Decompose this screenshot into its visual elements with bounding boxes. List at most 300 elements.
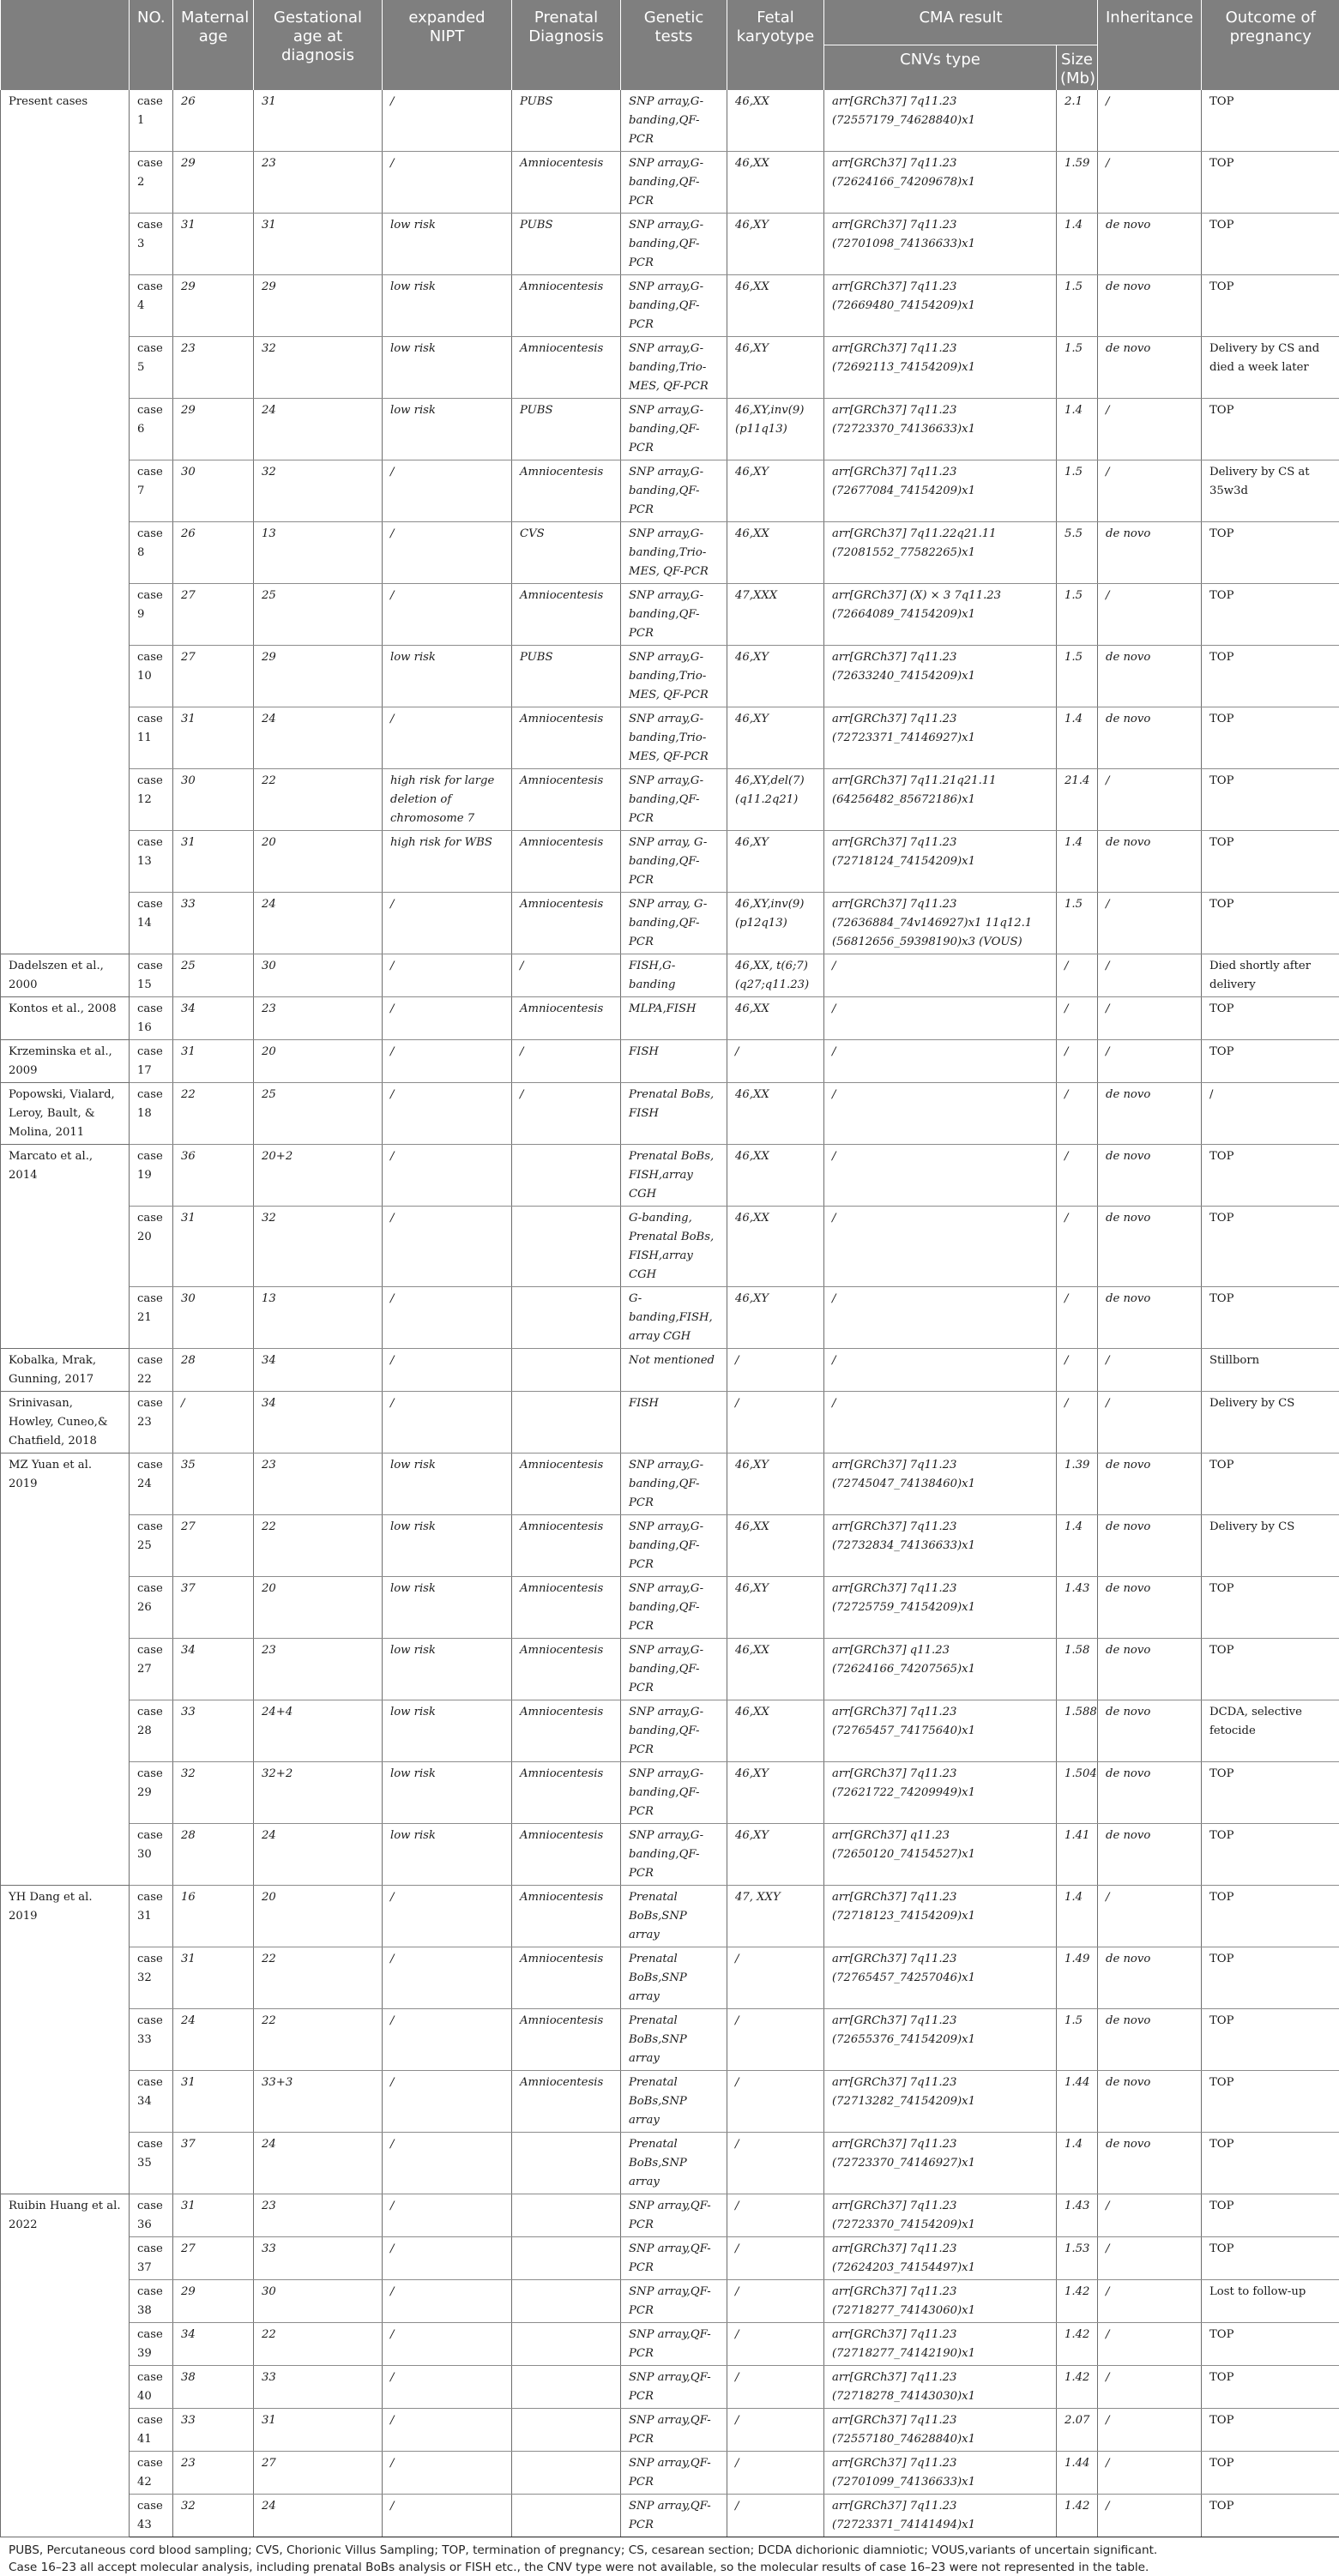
- cell-no: case 23: [130, 1391, 173, 1453]
- cell-maternal-age: 25: [173, 954, 254, 996]
- cell-maternal-age: 27: [173, 583, 254, 645]
- cell-cnv-type: arr[GRCh37] 7q11.21q21.11 (64256482_85672186)x1: [824, 768, 1057, 830]
- cell-karyotype: 46,XY: [727, 460, 824, 521]
- cell-cnv-type: arr[GRCh37] q11.23 (72650120_74154527)x1: [824, 1823, 1057, 1885]
- cell-maternal-age: 37: [173, 1576, 254, 1638]
- cell-maternal-age: 23: [173, 336, 254, 398]
- table-row: [1, 2365, 1339, 2408]
- cell-inheritance: /: [1098, 2322, 1202, 2365]
- cell-maternal-age: 36: [173, 1144, 254, 1206]
- cell-nipt: low risk: [383, 398, 512, 460]
- cell-maternal-age: 35: [173, 1453, 254, 1514]
- table-row: [1, 2194, 1339, 2236]
- cell-cnv-type: arr[GRCh37] 7q11.23 (72624166_74209678)x1: [824, 151, 1057, 213]
- cell-genetic-tests: SNP array,G-banding,Trio-MES, QF-PCR: [621, 645, 727, 707]
- cell-genetic-tests: G-banding, Prenatal BoBs, FISH,array CGH: [621, 1206, 727, 1286]
- cell-cnv-type: arr[GRCh37] 7q11.23 (72636884_74v146927)x1 11q12.1 (56812656_59398190)x3 (VOUS): [824, 892, 1057, 954]
- cell-genetic-tests: SNP array,G-banding,Trio-MES, QF-PCR: [621, 521, 727, 583]
- cell-karyotype: 46,XY: [727, 213, 824, 274]
- cell-cnv-type: arr[GRCh37] 7q11.23 (72765457_74257046)x1: [824, 1947, 1057, 2008]
- cell-genetic-tests: SNP array,QF-PCR: [621, 2408, 727, 2451]
- cell-no: case 27: [130, 1638, 173, 1700]
- table-row: [1, 954, 1339, 996]
- cell-inheritance: /: [1098, 2494, 1202, 2537]
- cell-gestational-age: 23: [254, 2194, 383, 2236]
- cell-nipt: low risk: [383, 645, 512, 707]
- cell-genetic-tests: SNP array,G-banding,QF-PCR: [621, 1576, 727, 1638]
- cell-no: case 17: [130, 1039, 173, 1082]
- cell-karyotype: 46,XY: [727, 336, 824, 398]
- cell-karyotype: 46,XY: [727, 1761, 824, 1823]
- cell-karyotype: 46,XX: [727, 521, 824, 583]
- cell-size: 1.588: [1057, 1700, 1098, 1761]
- cell-cnv-type: arr[GRCh37] 7q11.23 (72669480_74154209)x1: [824, 274, 1057, 336]
- table-row: [1, 521, 1339, 583]
- cell-genetic-tests: SNP array,G-banding,QF-PCR: [621, 583, 727, 645]
- cell-inheritance: de novo: [1098, 707, 1202, 768]
- cell-nipt: /: [383, 2451, 512, 2494]
- cell-karyotype: /: [727, 2132, 824, 2194]
- cell-genetic-tests: Prenatal BoBs,SNP array: [621, 2070, 727, 2132]
- cell-cnv-type: arr[GRCh37] 7q11.23 (72655376_74154209)x1: [824, 2008, 1057, 2070]
- cell-size: 1.44: [1057, 2451, 1098, 2494]
- cell-inheritance: de novo: [1098, 1576, 1202, 1638]
- cell-no: case 43: [130, 2494, 173, 2537]
- cell-no: case 14: [130, 892, 173, 954]
- cell-outcome: Died shortly after delivery: [1202, 954, 1339, 996]
- cell-cnv-type: arr[GRCh37] 7q11.23 (72633240_74154209)x1: [824, 645, 1057, 707]
- cell-maternal-age: 34: [173, 1638, 254, 1700]
- cell-inheritance: de novo: [1098, 1700, 1202, 1761]
- cell-outcome: TOP: [1202, 645, 1339, 707]
- cell-inheritance: /: [1098, 90, 1202, 152]
- cell-prenatal-diagnosis: Amniocentesis: [512, 892, 621, 954]
- cell-genetic-tests: Not mentioned: [621, 1348, 727, 1391]
- cell-prenatal-diagnosis: Amniocentesis: [512, 1453, 621, 1514]
- cell-prenatal-diagnosis: Amniocentesis: [512, 2008, 621, 2070]
- header-no: NO.: [130, 0, 173, 90]
- cell-inheritance: /: [1098, 2451, 1202, 2494]
- cell-nipt: /: [383, 954, 512, 996]
- cell-karyotype: /: [727, 1391, 824, 1453]
- cell-no: case 12: [130, 768, 173, 830]
- cell-gestational-age: 32: [254, 1206, 383, 1286]
- cell-size: 1.504: [1057, 1761, 1098, 1823]
- table-row: [1, 583, 1339, 645]
- cell-nipt: /: [383, 707, 512, 768]
- table-body: [1, 90, 1339, 2537]
- cell-genetic-tests: SNP array,G-banding,QF-PCR: [621, 1638, 727, 1700]
- cell-inheritance: /: [1098, 1391, 1202, 1453]
- cell-karyotype: /: [727, 2236, 824, 2279]
- cell-cnv-type: arr[GRCh37] 7q11.23 (72677084_74154209)x1: [824, 460, 1057, 521]
- cell-no: case 22: [130, 1348, 173, 1391]
- cell-karyotype: 46,XY: [727, 830, 824, 892]
- table-row: [1, 2494, 1339, 2537]
- cell-inheritance: de novo: [1098, 2132, 1202, 2194]
- cell-genetic-tests: SNP array,QF-PCR: [621, 2365, 727, 2408]
- cell-gestational-age: 29: [254, 645, 383, 707]
- cell-prenatal-diagnosis: [512, 2451, 621, 2494]
- cell-outcome: Lost to follow-up: [1202, 2279, 1339, 2322]
- cell-nipt: /: [383, 2070, 512, 2132]
- cell-genetic-tests: Prenatal BoBs, FISH: [621, 1082, 727, 1144]
- cell-size: 1.4: [1057, 2132, 1098, 2194]
- cell-no: case 19: [130, 1144, 173, 1206]
- cell-nipt: high risk for large deletion of chromosome 7: [383, 768, 512, 830]
- cell-maternal-age: 26: [173, 521, 254, 583]
- cell-karyotype: 46,XX: [727, 151, 824, 213]
- cell-maternal-age: 27: [173, 1514, 254, 1576]
- cell-size: 1.4: [1057, 213, 1098, 274]
- cell-size: /: [1057, 954, 1098, 996]
- cell-outcome: TOP: [1202, 1039, 1339, 1082]
- cell-size: 1.5: [1057, 274, 1098, 336]
- cell-nipt: /: [383, 1082, 512, 1144]
- cell-outcome: TOP: [1202, 1947, 1339, 2008]
- header-nipt: expanded NIPT: [383, 0, 512, 90]
- cell-prenatal-diagnosis: Amniocentesis: [512, 1761, 621, 1823]
- cell-no: case 33: [130, 2008, 173, 2070]
- table-row: [1, 151, 1339, 213]
- cell-maternal-age: 31: [173, 1947, 254, 2008]
- table-row: [1, 2070, 1339, 2132]
- cell-nipt: /: [383, 521, 512, 583]
- cell-genetic-tests: Prenatal BoBs,SNP array: [621, 1947, 727, 2008]
- table-row: [1, 460, 1339, 521]
- cell-prenatal-diagnosis: Amniocentesis: [512, 151, 621, 213]
- cell-source: Ruibin Huang et al. 2022: [1, 2194, 130, 2537]
- cell-maternal-age: 31: [173, 1206, 254, 1286]
- cell-cnv-type: /: [824, 954, 1057, 996]
- cell-source: MZ Yuan et al. 2019: [1, 1453, 130, 1885]
- cell-outcome: TOP: [1202, 830, 1339, 892]
- cell-nipt: /: [383, 151, 512, 213]
- cell-gestational-age: 34: [254, 1348, 383, 1391]
- cell-outcome: TOP: [1202, 1885, 1339, 1947]
- cell-maternal-age: 28: [173, 1823, 254, 1885]
- cell-outcome: TOP: [1202, 1823, 1339, 1885]
- cell-genetic-tests: Prenatal BoBs,SNP array: [621, 1885, 727, 1947]
- cell-source: Dadelszen et al., 2000: [1, 954, 130, 996]
- cell-maternal-age: 26: [173, 90, 254, 152]
- cell-karyotype: 46,XY: [727, 1823, 824, 1885]
- cell-prenatal-diagnosis: Amniocentesis: [512, 460, 621, 521]
- cell-genetic-tests: SNP array,G-banding,Trio-MES, QF-PCR: [621, 707, 727, 768]
- cell-prenatal-diagnosis: [512, 2408, 621, 2451]
- cell-outcome: Delivery by CS: [1202, 1514, 1339, 1576]
- cell-no: case 18: [130, 1082, 173, 1144]
- cell-outcome: TOP: [1202, 2236, 1339, 2279]
- cell-nipt: /: [383, 892, 512, 954]
- cell-outcome: TOP: [1202, 2494, 1339, 2537]
- cell-maternal-age: 22: [173, 1082, 254, 1144]
- table-row: [1, 2451, 1339, 2494]
- cell-no: case 24: [130, 1453, 173, 1514]
- cell-inheritance: /: [1098, 768, 1202, 830]
- cell-size: 1.4: [1057, 707, 1098, 768]
- cell-cnv-type: arr[GRCh37] 7q11.23 (72723370_74154209)x1: [824, 2194, 1057, 2236]
- cell-cnv-type: arr[GRCh37] 7q11.22q21.11 (72081552_77582265)x1: [824, 521, 1057, 583]
- cell-nipt: /: [383, 1348, 512, 1391]
- table-row: [1, 768, 1339, 830]
- cell-inheritance: de novo: [1098, 213, 1202, 274]
- cell-no: case 1: [130, 90, 173, 152]
- cell-size: 1.5: [1057, 2008, 1098, 2070]
- cell-size: 1.43: [1057, 2194, 1098, 2236]
- cell-no: case 16: [130, 996, 173, 1039]
- cell-gestational-age: 24: [254, 892, 383, 954]
- cell-karyotype: 46,XY,inv(9) (p11q13): [727, 398, 824, 460]
- cell-size: 2.07: [1057, 2408, 1098, 2451]
- cell-nipt: low risk: [383, 336, 512, 398]
- cell-inheritance: /: [1098, 2365, 1202, 2408]
- cell-size: /: [1057, 1144, 1098, 1206]
- table-row: [1, 2408, 1339, 2451]
- cell-prenatal-diagnosis: /: [512, 1082, 621, 1144]
- cell-prenatal-diagnosis: Amniocentesis: [512, 1514, 621, 1576]
- cell-cnv-type: arr[GRCh37] 7q11.23 (72718278_74143030)x1: [824, 2365, 1057, 2408]
- cell-size: 5.5: [1057, 521, 1098, 583]
- cell-size: 1.5: [1057, 460, 1098, 521]
- cell-prenatal-diagnosis: [512, 2322, 621, 2365]
- cell-gestational-age: 24: [254, 1823, 383, 1885]
- cell-inheritance: /: [1098, 2236, 1202, 2279]
- cell-genetic-tests: SNP array,QF-PCR: [621, 2194, 727, 2236]
- table-row: [1, 1700, 1339, 1761]
- cell-nipt: high risk for WBS: [383, 830, 512, 892]
- cell-size: 1.4: [1057, 398, 1098, 460]
- cell-prenatal-diagnosis: Amniocentesis: [512, 996, 621, 1039]
- cell-karyotype: 46,XX: [727, 90, 824, 152]
- cell-size: /: [1057, 1039, 1098, 1082]
- cell-prenatal-diagnosis: Amniocentesis: [512, 2070, 621, 2132]
- cell-inheritance: de novo: [1098, 2070, 1202, 2132]
- footnote-note: Case 16–23 all accept molecular analysis, including prenatal BoBs analysis or FISH etc., the CNV type were not available, so the molecular results of case 16–23 were not represented in the table.: [0, 2560, 1339, 2576]
- header-gestational-age: Gestational age at diagnosis: [254, 0, 383, 90]
- cell-cnv-type: arr[GRCh37] 7q11.23 (72723370_74136633)x1: [824, 398, 1057, 460]
- cell-inheritance: /: [1098, 954, 1202, 996]
- cell-genetic-tests: SNP array,G-banding,QF-PCR: [621, 213, 727, 274]
- cell-cnv-type: arr[GRCh37] 7q11.23 (72718277_74143060)x1: [824, 2279, 1057, 2322]
- table-row: [1, 1947, 1339, 2008]
- cell-nipt: /: [383, 460, 512, 521]
- cell-cnv-type: arr[GRCh37] 7q11.23 (72723370_74146927)x1: [824, 2132, 1057, 2194]
- cell-size: /: [1057, 1082, 1098, 1144]
- table-row: [1, 2279, 1339, 2322]
- table-row: [1, 2132, 1339, 2194]
- cell-inheritance: de novo: [1098, 1761, 1202, 1823]
- cell-gestational-age: 24: [254, 2494, 383, 2537]
- cell-nipt: low risk: [383, 1453, 512, 1514]
- cell-size: 1.4: [1057, 830, 1098, 892]
- table-row: [1, 1761, 1339, 1823]
- cell-inheritance: de novo: [1098, 1082, 1202, 1144]
- cell-no: case 38: [130, 2279, 173, 2322]
- cell-karyotype: 46,XX: [727, 1638, 824, 1700]
- cell-gestational-age: 31: [254, 2408, 383, 2451]
- cell-inheritance: de novo: [1098, 830, 1202, 892]
- header-inheritance: Inheritance: [1098, 0, 1202, 90]
- cell-nipt: low risk: [383, 274, 512, 336]
- cell-size: /: [1057, 1206, 1098, 1286]
- cell-outcome: TOP: [1202, 521, 1339, 583]
- cell-gestational-age: 23: [254, 1453, 383, 1514]
- cell-maternal-age: 33: [173, 2408, 254, 2451]
- cell-cnv-type: arr[GRCh37] 7q11.23 (72718123_74154209)x1: [824, 1885, 1057, 1947]
- cell-nipt: /: [383, 2194, 512, 2236]
- cell-inheritance: /: [1098, 1039, 1202, 1082]
- cell-maternal-age: 32: [173, 2494, 254, 2537]
- cell-no: case 30: [130, 1823, 173, 1885]
- cell-inheritance: de novo: [1098, 1638, 1202, 1700]
- cell-gestational-age: 24: [254, 707, 383, 768]
- cell-outcome: TOP: [1202, 90, 1339, 152]
- cell-genetic-tests: SNP array,G-banding,QF-PCR: [621, 1761, 727, 1823]
- cell-gestational-age: 22: [254, 2322, 383, 2365]
- cell-genetic-tests: SNP array,G-banding,Trio-MES, QF-PCR: [621, 336, 727, 398]
- cell-inheritance: de novo: [1098, 645, 1202, 707]
- cell-inheritance: /: [1098, 460, 1202, 521]
- cell-inheritance: de novo: [1098, 1453, 1202, 1514]
- cell-gestational-age: 32: [254, 336, 383, 398]
- cell-nipt: low risk: [383, 213, 512, 274]
- cell-no: case 42: [130, 2451, 173, 2494]
- cell-gestational-age: 24: [254, 398, 383, 460]
- cell-outcome: TOP: [1202, 2070, 1339, 2132]
- cell-outcome: TOP: [1202, 213, 1339, 274]
- cell-gestational-age: 34: [254, 1391, 383, 1453]
- cell-gestational-age: 13: [254, 1286, 383, 1348]
- cell-no: case 10: [130, 645, 173, 707]
- cell-gestational-age: 20: [254, 1039, 383, 1082]
- cell-gestational-age: 33: [254, 2236, 383, 2279]
- cell-maternal-age: /: [173, 1391, 254, 1453]
- cell-gestational-age: 24+4: [254, 1700, 383, 1761]
- cell-no: case 35: [130, 2132, 173, 2194]
- cell-karyotype: /: [727, 2494, 824, 2537]
- table-row: [1, 1638, 1339, 1700]
- cell-inheritance: /: [1098, 2194, 1202, 2236]
- cell-karyotype: 46,XX: [727, 1144, 824, 1206]
- cell-size: 1.59: [1057, 151, 1098, 213]
- cell-karyotype: 46,XX: [727, 996, 824, 1039]
- cell-inheritance: /: [1098, 2408, 1202, 2451]
- cell-nipt: low risk: [383, 1638, 512, 1700]
- cell-outcome: TOP: [1202, 583, 1339, 645]
- cell-outcome: TOP: [1202, 2132, 1339, 2194]
- cell-no: case 20: [130, 1206, 173, 1286]
- cell-maternal-age: 16: [173, 1885, 254, 1947]
- cell-gestational-age: 22: [254, 1947, 383, 2008]
- cell-karyotype: 46,XY,inv(9) (p12q13): [727, 892, 824, 954]
- table-row: [1, 274, 1339, 336]
- cell-outcome: /: [1202, 1082, 1339, 1144]
- cell-gestational-age: 30: [254, 2279, 383, 2322]
- cell-gestational-age: 29: [254, 274, 383, 336]
- cell-size: 1.49: [1057, 1947, 1098, 2008]
- cell-maternal-age: 31: [173, 2194, 254, 2236]
- cell-genetic-tests: FISH,G-banding: [621, 954, 727, 996]
- cell-nipt: /: [383, 2322, 512, 2365]
- cell-prenatal-diagnosis: [512, 1391, 621, 1453]
- cell-maternal-age: 29: [173, 274, 254, 336]
- cell-outcome: TOP: [1202, 1144, 1339, 1206]
- cell-nipt: low risk: [383, 1823, 512, 1885]
- cell-maternal-age: 28: [173, 1348, 254, 1391]
- cell-inheritance: de novo: [1098, 1947, 1202, 2008]
- cell-prenatal-diagnosis: Amniocentesis: [512, 1700, 621, 1761]
- cell-nipt: /: [383, 583, 512, 645]
- cell-outcome: TOP: [1202, 1286, 1339, 1348]
- cell-gestational-age: 22: [254, 2008, 383, 2070]
- cell-prenatal-diagnosis: [512, 2365, 621, 2408]
- cell-prenatal-diagnosis: Amniocentesis: [512, 830, 621, 892]
- cell-gestational-age: 22: [254, 768, 383, 830]
- cell-maternal-age: 29: [173, 151, 254, 213]
- cell-no: case 9: [130, 583, 173, 645]
- cell-gestational-age: 23: [254, 1638, 383, 1700]
- cell-gestational-age: 20: [254, 1885, 383, 1947]
- cell-cnv-type: /: [824, 1206, 1057, 1286]
- cell-cnv-type: /: [824, 1391, 1057, 1453]
- cell-outcome: TOP: [1202, 151, 1339, 213]
- cell-prenatal-diagnosis: [512, 1206, 621, 1286]
- cell-nipt: low risk: [383, 1514, 512, 1576]
- cell-karyotype: /: [727, 1348, 824, 1391]
- cell-outcome: TOP: [1202, 996, 1339, 1039]
- cell-genetic-tests: Prenatal BoBs,SNP array: [621, 2008, 727, 2070]
- cell-source: YH Dang et al. 2019: [1, 1885, 130, 2194]
- cell-maternal-age: 31: [173, 707, 254, 768]
- cell-no: case 31: [130, 1885, 173, 1947]
- cell-cnv-type: arr[GRCh37] 7q11.23 (72718277_74142190)x1: [824, 2322, 1057, 2365]
- cell-outcome: TOP: [1202, 2008, 1339, 2070]
- cell-karyotype: 46,XY: [727, 1453, 824, 1514]
- cell-prenatal-diagnosis: [512, 2236, 621, 2279]
- cell-cnv-type: /: [824, 1286, 1057, 1348]
- cell-outcome: TOP: [1202, 1576, 1339, 1638]
- cell-prenatal-diagnosis: Amniocentesis: [512, 274, 621, 336]
- cell-prenatal-diagnosis: PUBS: [512, 645, 621, 707]
- cell-inheritance: de novo: [1098, 1514, 1202, 1576]
- cell-genetic-tests: SNP array,G-banding,QF-PCR: [621, 1823, 727, 1885]
- header-prenatal-diagnosis: Prenatal Diagnosis: [512, 0, 621, 90]
- cell-outcome: Delivery by CS at 35w3d: [1202, 460, 1339, 521]
- table-row: [1, 2322, 1339, 2365]
- cell-maternal-age: 30: [173, 460, 254, 521]
- cell-karyotype: 46,XX: [727, 1700, 824, 1761]
- cell-cnv-type: arr[GRCh37] q11.23 (72624166_74207565)x1: [824, 1638, 1057, 1700]
- cell-karyotype: 46,XX, t(6;7) (q27;q11.23): [727, 954, 824, 996]
- table-row: [1, 2008, 1339, 2070]
- cell-inheritance: /: [1098, 2279, 1202, 2322]
- cell-gestational-age: 20: [254, 1576, 383, 1638]
- cell-outcome: TOP: [1202, 1453, 1339, 1514]
- table-row: [1, 2236, 1339, 2279]
- cell-cnv-type: arr[GRCh37] 7q11.23 (72692113_74154209)x1: [824, 336, 1057, 398]
- cell-genetic-tests: SNP array,G-banding,QF-PCR: [621, 1453, 727, 1514]
- cell-no: case 36: [130, 2194, 173, 2236]
- cell-genetic-tests: SNP array,QF-PCR: [621, 2451, 727, 2494]
- cell-genetic-tests: Prenatal BoBs,SNP array: [621, 2132, 727, 2194]
- cell-source: Kontos et al., 2008: [1, 996, 130, 1039]
- cell-prenatal-diagnosis: [512, 1348, 621, 1391]
- cell-nipt: /: [383, 1206, 512, 1286]
- cell-prenatal-diagnosis: CVS: [512, 521, 621, 583]
- cell-prenatal-diagnosis: Amniocentesis: [512, 1576, 621, 1638]
- cell-maternal-age: 24: [173, 2008, 254, 2070]
